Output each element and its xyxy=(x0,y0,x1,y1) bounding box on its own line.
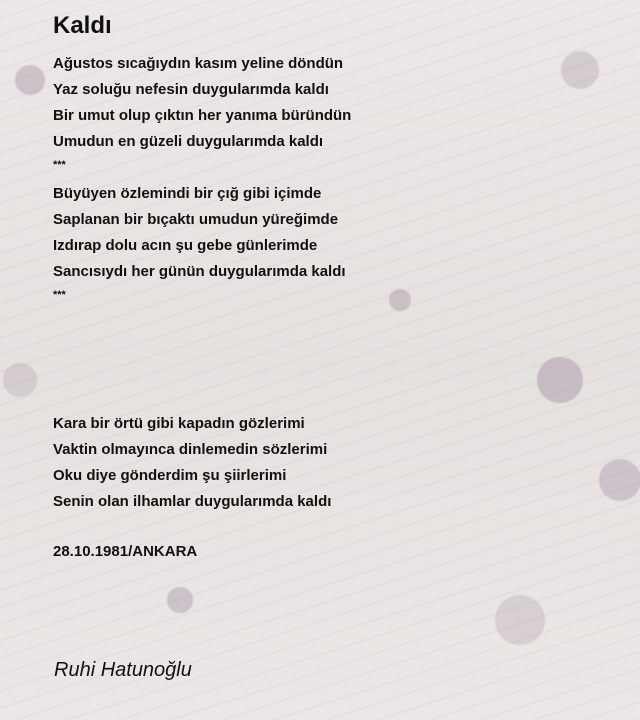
poem-line: Umudun en güzeli duygularımda kaldı xyxy=(53,133,324,150)
poem-line: Kara bir örtü gibi kapadın gözlerimi xyxy=(53,415,305,432)
poem-line: Senin olan ilhamlar duygularımda kaldı xyxy=(53,493,332,510)
poem-date-place: 28.10.1981/ANKARA xyxy=(53,543,198,560)
poem-line: Oku diye gönderdim şu şiirlerimi xyxy=(53,467,287,484)
poem-line: Izdırap dolu acın şu gebe günlerimde xyxy=(53,237,318,254)
stanza-separator: *** xyxy=(53,159,66,171)
poem-author: Ruhi Hatunoğlu xyxy=(54,659,192,681)
poem-line: Vaktin olmayınca dinlemedin sözlerimi xyxy=(53,441,328,458)
poem-line: Ağustos sıcağıydın kasım yeline döndün xyxy=(53,55,344,72)
stanza-separator: *** xyxy=(53,289,66,301)
poem-title: Kaldı xyxy=(53,12,112,39)
poem-line: Bir umut olup çıktın her yanıma büründün xyxy=(53,107,352,124)
poem-line: Sancısıydı her günün duygularımda kaldı xyxy=(53,263,346,280)
stanza-2 xyxy=(53,181,346,285)
stanza-3 xyxy=(53,411,331,515)
stanza-1 xyxy=(53,51,351,155)
poem-line: Büyüyen özlemindi bir çığ gibi içimde xyxy=(53,185,322,202)
poem-line: Saplanan bir bıçaktı umudun yüreğimde xyxy=(53,211,339,228)
poem-line: Yaz soluğu nefesin duygularımda kaldı xyxy=(53,81,329,98)
